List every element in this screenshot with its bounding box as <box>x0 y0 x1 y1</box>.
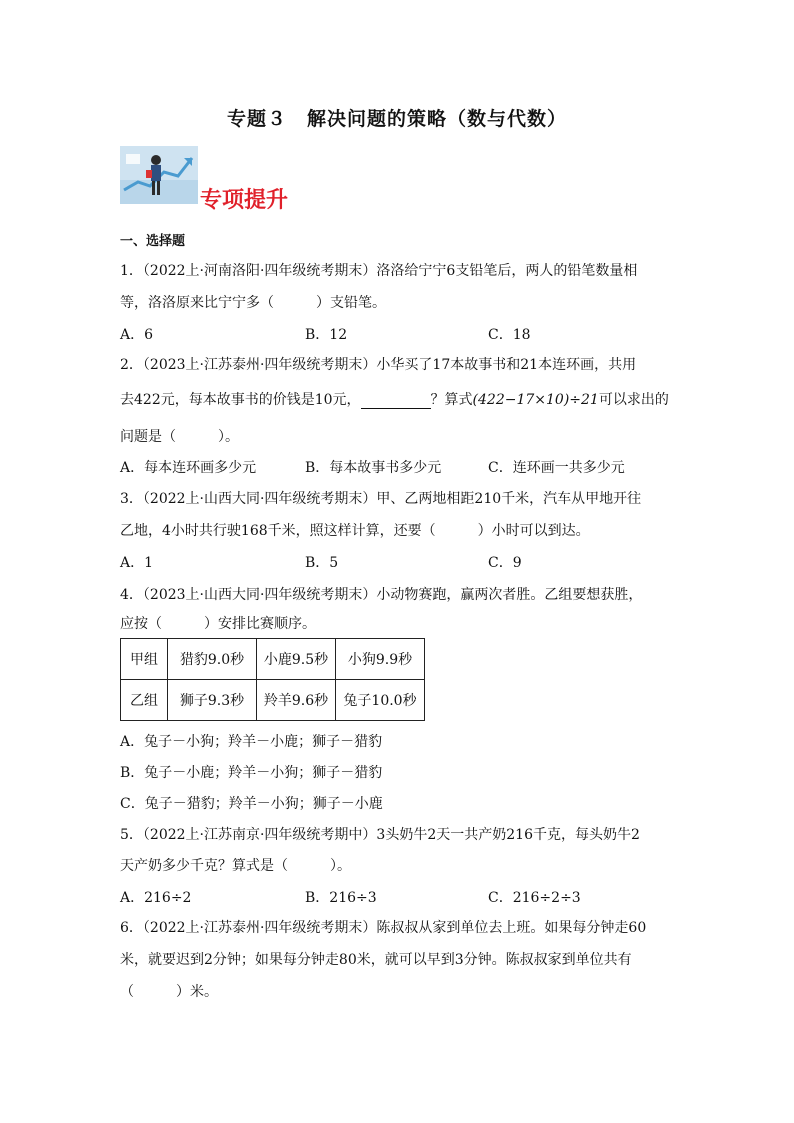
q3-option-b[interactable]: B．5 <box>305 555 339 571</box>
table-cell: 乙组 <box>121 680 168 721</box>
q2-line2 <box>120 389 669 409</box>
q1-option-c[interactable]: C．18 <box>488 327 531 343</box>
q2-blank[interactable] <box>361 394 431 409</box>
table-cell: 羚羊9.6秒 <box>257 680 336 721</box>
banner-illustration <box>120 146 198 204</box>
table-cell: 甲组 <box>121 639 168 680</box>
q1-line1: 1．（2022上·河南洛阳·四年级统考期末）洛洛给宁宁6支铅笔后，两人的铅笔数量相 <box>120 263 638 279</box>
banner-label: 专项提升 <box>200 188 289 213</box>
q5-line1: 5．（2022上·江苏南京·四年级统考期中）3头奶牛2天一共产奶216千克，每头奶牛2 <box>120 827 640 843</box>
q2-option-b[interactable]: B．每本故事书多少元 <box>305 460 442 476</box>
page-title: 专题３ 解决问题的策略（数与代数） <box>226 108 567 130</box>
q6-line2: 米，就要迟到2分钟；如果每分钟走80米，就可以早到3分钟。陈叔叔家到单位共有 <box>120 952 632 968</box>
q5-line2: 天产奶多少千克？算式是（ ）。 <box>120 858 351 874</box>
table-cell: 猎豹9.0秒 <box>168 639 257 680</box>
q2-line3: 问题是（ ）。 <box>120 429 239 445</box>
table-cell: 小鹿9.5秒 <box>257 639 336 680</box>
q1-option-b[interactable]: B．12 <box>305 327 348 343</box>
q2-line2-b: ？算式 <box>430 392 473 408</box>
q5-option-a[interactable]: A．216÷2 <box>120 890 192 906</box>
q2-option-a[interactable]: A．每本连环画多少元 <box>120 460 257 476</box>
q4-line2: 应按（ ）安排比赛顺序。 <box>120 616 316 632</box>
q2-formula: (422−17×10)÷21 <box>472 392 599 408</box>
q4-line1: 4．（2023上·山西大同·四年级统考期末）小动物赛跑，赢两次者胜。乙组要想获胜， <box>120 587 643 603</box>
table-row <box>121 639 425 680</box>
q4-option-c[interactable]: C．兔子－猎豹；羚羊－小狗；狮子－小鹿 <box>120 796 383 812</box>
race-table <box>120 638 425 721</box>
table-cell: 兔子10.0秒 <box>336 680 425 721</box>
q6-line3: （ ）米。 <box>120 984 218 1000</box>
q3-option-a[interactable]: A．1 <box>120 555 154 571</box>
q6-line1: 6．（2022上·江苏泰州·四年级统考期末）陈叔叔从家到单位去上班。如果每分钟走60 <box>120 920 647 936</box>
section-heading: 一、选择题 <box>120 234 186 249</box>
table-cell: 狮子9.3秒 <box>168 680 257 721</box>
table-cell: 小狗9.9秒 <box>336 639 425 680</box>
q5-option-c[interactable]: C．216÷2÷3 <box>488 890 581 906</box>
q5-option-b[interactable]: B．216÷3 <box>305 890 377 906</box>
q2-line1: 2．（2023上·江苏泰州·四年级统考期末）小华买了17本故事书和21本连环画，共用 <box>120 357 637 373</box>
table-row <box>121 680 425 721</box>
q3-option-c[interactable]: C．9 <box>488 555 522 571</box>
q3-line1: 3．（2022上·山西大同·四年级统考期末）甲、乙两地相距210千米，汽车从甲地开往 <box>120 491 642 507</box>
q1-line2: 等，洛洛原来比宁宁多（ ）支铅笔。 <box>120 295 386 311</box>
q2-option-c[interactable]: C．连环画一共多少元 <box>488 460 625 476</box>
q2-line2-a: 去422元，每本故事书的价钱是10元， <box>120 392 361 408</box>
q1-option-a[interactable]: A．6 <box>120 327 154 343</box>
q2-line2-c: 可以求出的 <box>598 392 669 408</box>
q4-option-a[interactable]: A．兔子－小狗；羚羊－小鹿；狮子－猎豹 <box>120 734 383 750</box>
q4-option-b[interactable]: B．兔子－小鹿；羚羊－小狗；狮子－猎豹 <box>120 765 383 781</box>
q3-line2: 乙地，4小时共行驶168千米，照这样计算，还要（ ）小时可以到达。 <box>120 523 590 539</box>
